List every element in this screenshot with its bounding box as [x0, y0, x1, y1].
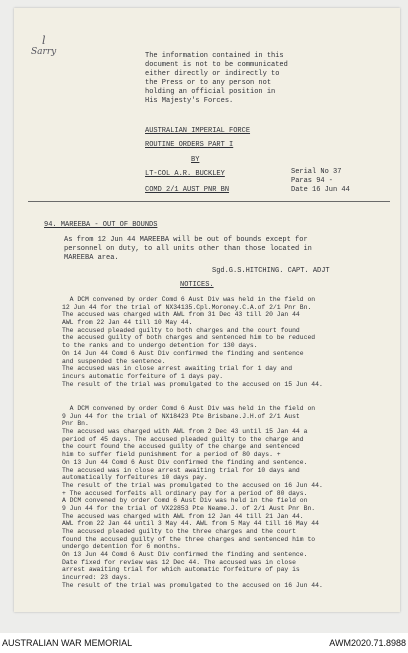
heading-by: BY [191, 156, 200, 164]
paras-range: Paras 94 - [291, 177, 334, 185]
para94-title: 94. MAREEBA - OUT OF BOUNDS [44, 221, 158, 229]
heading-orders: ROUTINE ORDERS PART I [145, 141, 234, 149]
notice-moroney: A DCM convened by order Comd 6 Aust Div was held in the field on 12 Jun 44 for the trial of NX34135.Cpl.Moroney.C.A.of 2/1 Pnr Bn. The accused was charged with AWL from 31 Dec 43 till 20 Jan 44 AWL from 22 Jan 44 till 10 May 44. The accused pleaded guilty to both charges and the court found the accused guilty of both charges and sentenced him to be reduced to the ranks and to undergo detention for 130 days. On 14 Jun 44 Comd 6 Aust Div confirmed the finding and sentence and suspended the sentence. The accused was in close arrest awaiting trial for 1 day and incurs automatic forfeiture of 1 days pay. The result of the trial was promulgated to the accused on 15 Jun 44. [62, 296, 323, 388]
confidentiality-notice: The information contained in this document is not to be communicated either directly or indirectly to the Press or to any person not holding an official position in His Majesty's Forces. [145, 52, 288, 105]
serial-number: Serial No 37 [291, 168, 342, 176]
heading-force: AUSTRALIAN IMPERIAL FORCE [145, 127, 251, 135]
heading-comd: COMD 2/1 AUST PNR BN [145, 186, 230, 194]
signature-line: Sgd.G.S.HITCHING. CAPT. ADJT [212, 267, 330, 275]
notices-title: NOTICES. [180, 281, 214, 289]
handwritten-name: Sarry [31, 47, 57, 57]
heading-officer: LT-COL A.R. BUCKLEY [145, 170, 225, 178]
order-date: Date 16 Jun 44 [291, 186, 350, 194]
handwritten-mark: l [42, 34, 46, 47]
archive-reference: AWM2020.71.8988 [329, 638, 406, 648]
archive-name: AUSTRALIAN WAR MEMORIAL [2, 638, 133, 648]
archive-footer [0, 633, 408, 653]
notice-brisbane-neame: A DCM convened by order Comd 6 Aust Div was held in the field on 9 Jun 44 for the trial of NX18423 Pte Brisbane.J.H.of 2/1 Aust Pnr Bn. The accused was charged with AWL from 2 Dec 43 until 15 Jan 44 a period of 45 days. The accused pleaded guilty to the charge and the court found the accused guilty of the charge and sentenced him to suffer field punishment for a period of 80 days. + On 13 Jun 44 Comd 6 Aust Div confirmed the finding and sentence. The accused was in close arrest awaiting trial for 10 days and automatically forfeitures 10 days pay. The result of the trial was promulgated to the accused on 16 Jun 44. + The accused forfeits all ordinary pay for a period of 80 days. A DCM convened by order Comd 6 Aust Div was held in the field on 9 Jun 44 for the trial of VX22853 Pte Neame.J. of 2/1 Aust Pnr Bn. The accused was charged with AWL from 12 Jan 44 till 21 Jan 44. AWL from 22 Jan 44 until 3 May 44. AWL from 5 May 44 till 16 May 44 The accused pleaded guilty to the three charges and the court found the accused guilty of the three charges and sentenced him to undergo detention for 6 months. On 13 Jun 44 Comd 6 Aust Div confirmed the finding and sentence. Date fixed for review was 12 Dec 44. The accused was in close arrest awaiting trial for which automatic forfeiture of pay is incurred: 23 days. The result of the trial was promulgated to the accused on 16 Jun 44. [62, 405, 323, 589]
header-rule [28, 201, 390, 202]
para94-body: As from 12 Jun 44 MAREEBA will be out of bounds except for personnel on duty, to all units other than those located in MAREEBA area. [64, 236, 312, 262]
